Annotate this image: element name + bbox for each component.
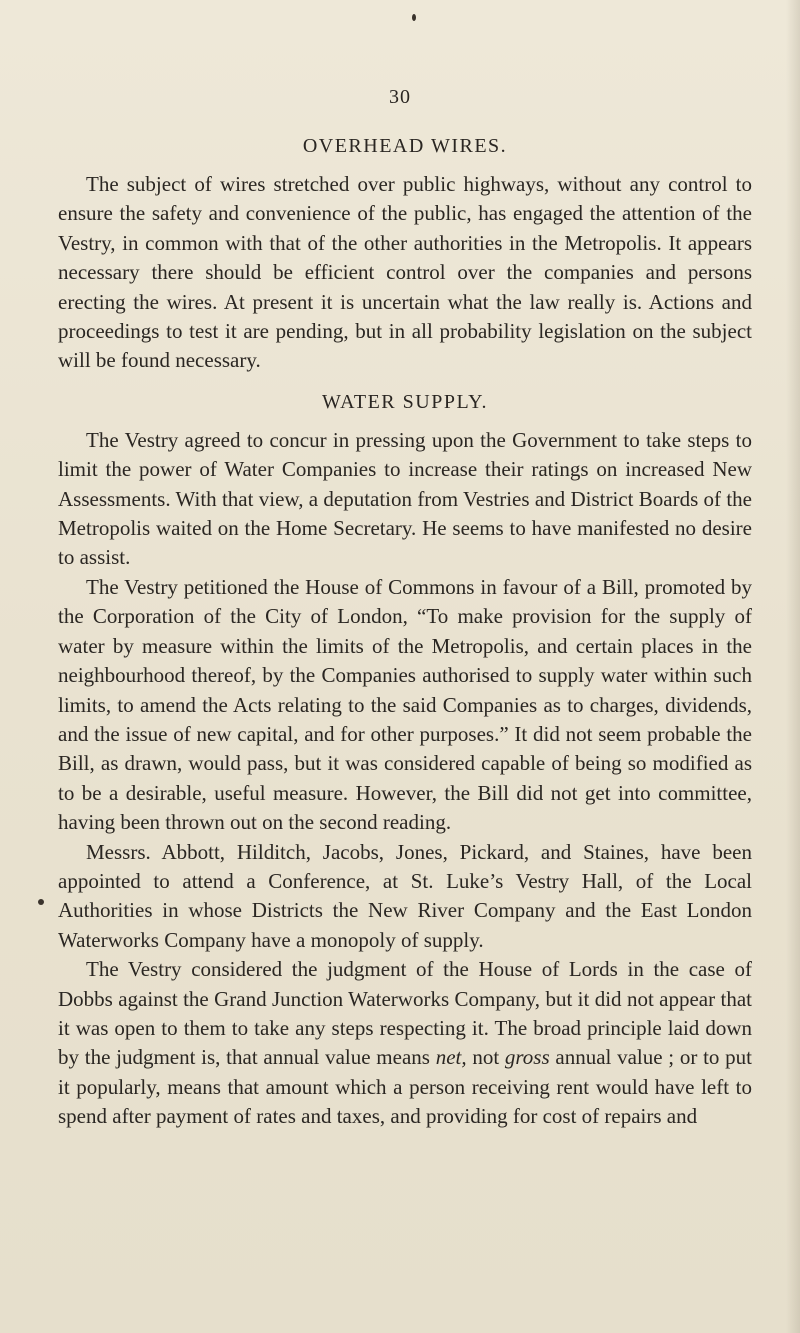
text-column: [58, 132, 752, 1132]
section-heading-overhead-wires: OVERHEAD WIRES.: [302, 135, 508, 157]
page-edge-shadow: [786, 0, 800, 1333]
section-heading-water-supply: WATER SUPPLY.: [321, 390, 489, 413]
ink-speck: [38, 899, 44, 905]
judgment-text-part-2: not: [466, 1045, 505, 1070]
paragraph-water-supply-judgment: [58, 955, 752, 1131]
paragraph-water-supply-ratings: The Vestry agreed to concur in pressing upon the Government to take steps to limit the power of Water Companies to increase their ratings on increased New Assessments. With that view, a deputation from Vestries and District Boards of the Metropolis waited on the Home Secretary. He seems to have manifested no desire to assist.: [58, 427, 752, 570]
judgment-text-part-3: annual value ; or to put it popularly, means that amount which a person receiving rent would have left to spend after payment of rates and taxes, and providing for cost of repairs and: [58, 1045, 752, 1129]
judgment-italic-gross: gross: [504, 1045, 550, 1070]
page-number: 30: [389, 86, 411, 108]
paragraph-overhead-wires: The subject of wires stretched over public highways, without any control to ensure the safety and convenience of the public, has engaged the attention of the Vestry, in common with that of the other authorities in the Metropolis. It appears necessary there should be efficient control over the companies and persons erecting the wires. At present it is uncertain what the law really is. Actions and proceedings to test it are pending, but in all probability legislation on the subject will be found necessary.: [58, 172, 752, 373]
judgment-italic-net: net,: [435, 1045, 467, 1070]
paragraph-water-supply-petition: The Vestry petitioned the House of Commons in favour of a Bill, promoted by the Corporation of the City of London, “To make provision for the supply of water by measure within the limits of the Metropolis, and certain places in the neighbourhood thereof, by the Companies authorised to supply water within such limits, to amend the Acts relating to the said Companies as to charges, dividends, and the issue of new capital, and for other purposes.” It did not seem probable the Bill, as drawn, would pass, but it was considered capable of being so modified as to be a desirable, useful measure. However, the Bill did not get into committee, having been thrown out on the second reading.: [58, 574, 752, 835]
ink-speck: [412, 14, 416, 21]
paragraph-water-supply-conference: Messrs. Abbott, Hilditch, Jacobs, Jones, Pickard, and Staines, have been appointed to attend a Conference, at St. Luke’s Vestry Hall, of the Local Authorities in whose Districts the New River Company and the East London Waterworks Company have a monopoly of supply.: [58, 839, 752, 952]
judgment-text-part-1: The Vestry considered the judgment of the House of Lords in the case of Dobbs against the Grand Junction Waterworks Company, but it did not appear that it was open to them to take any steps respecting it. The broad principle laid down by the judgment is, that annual value means: [58, 957, 752, 1070]
